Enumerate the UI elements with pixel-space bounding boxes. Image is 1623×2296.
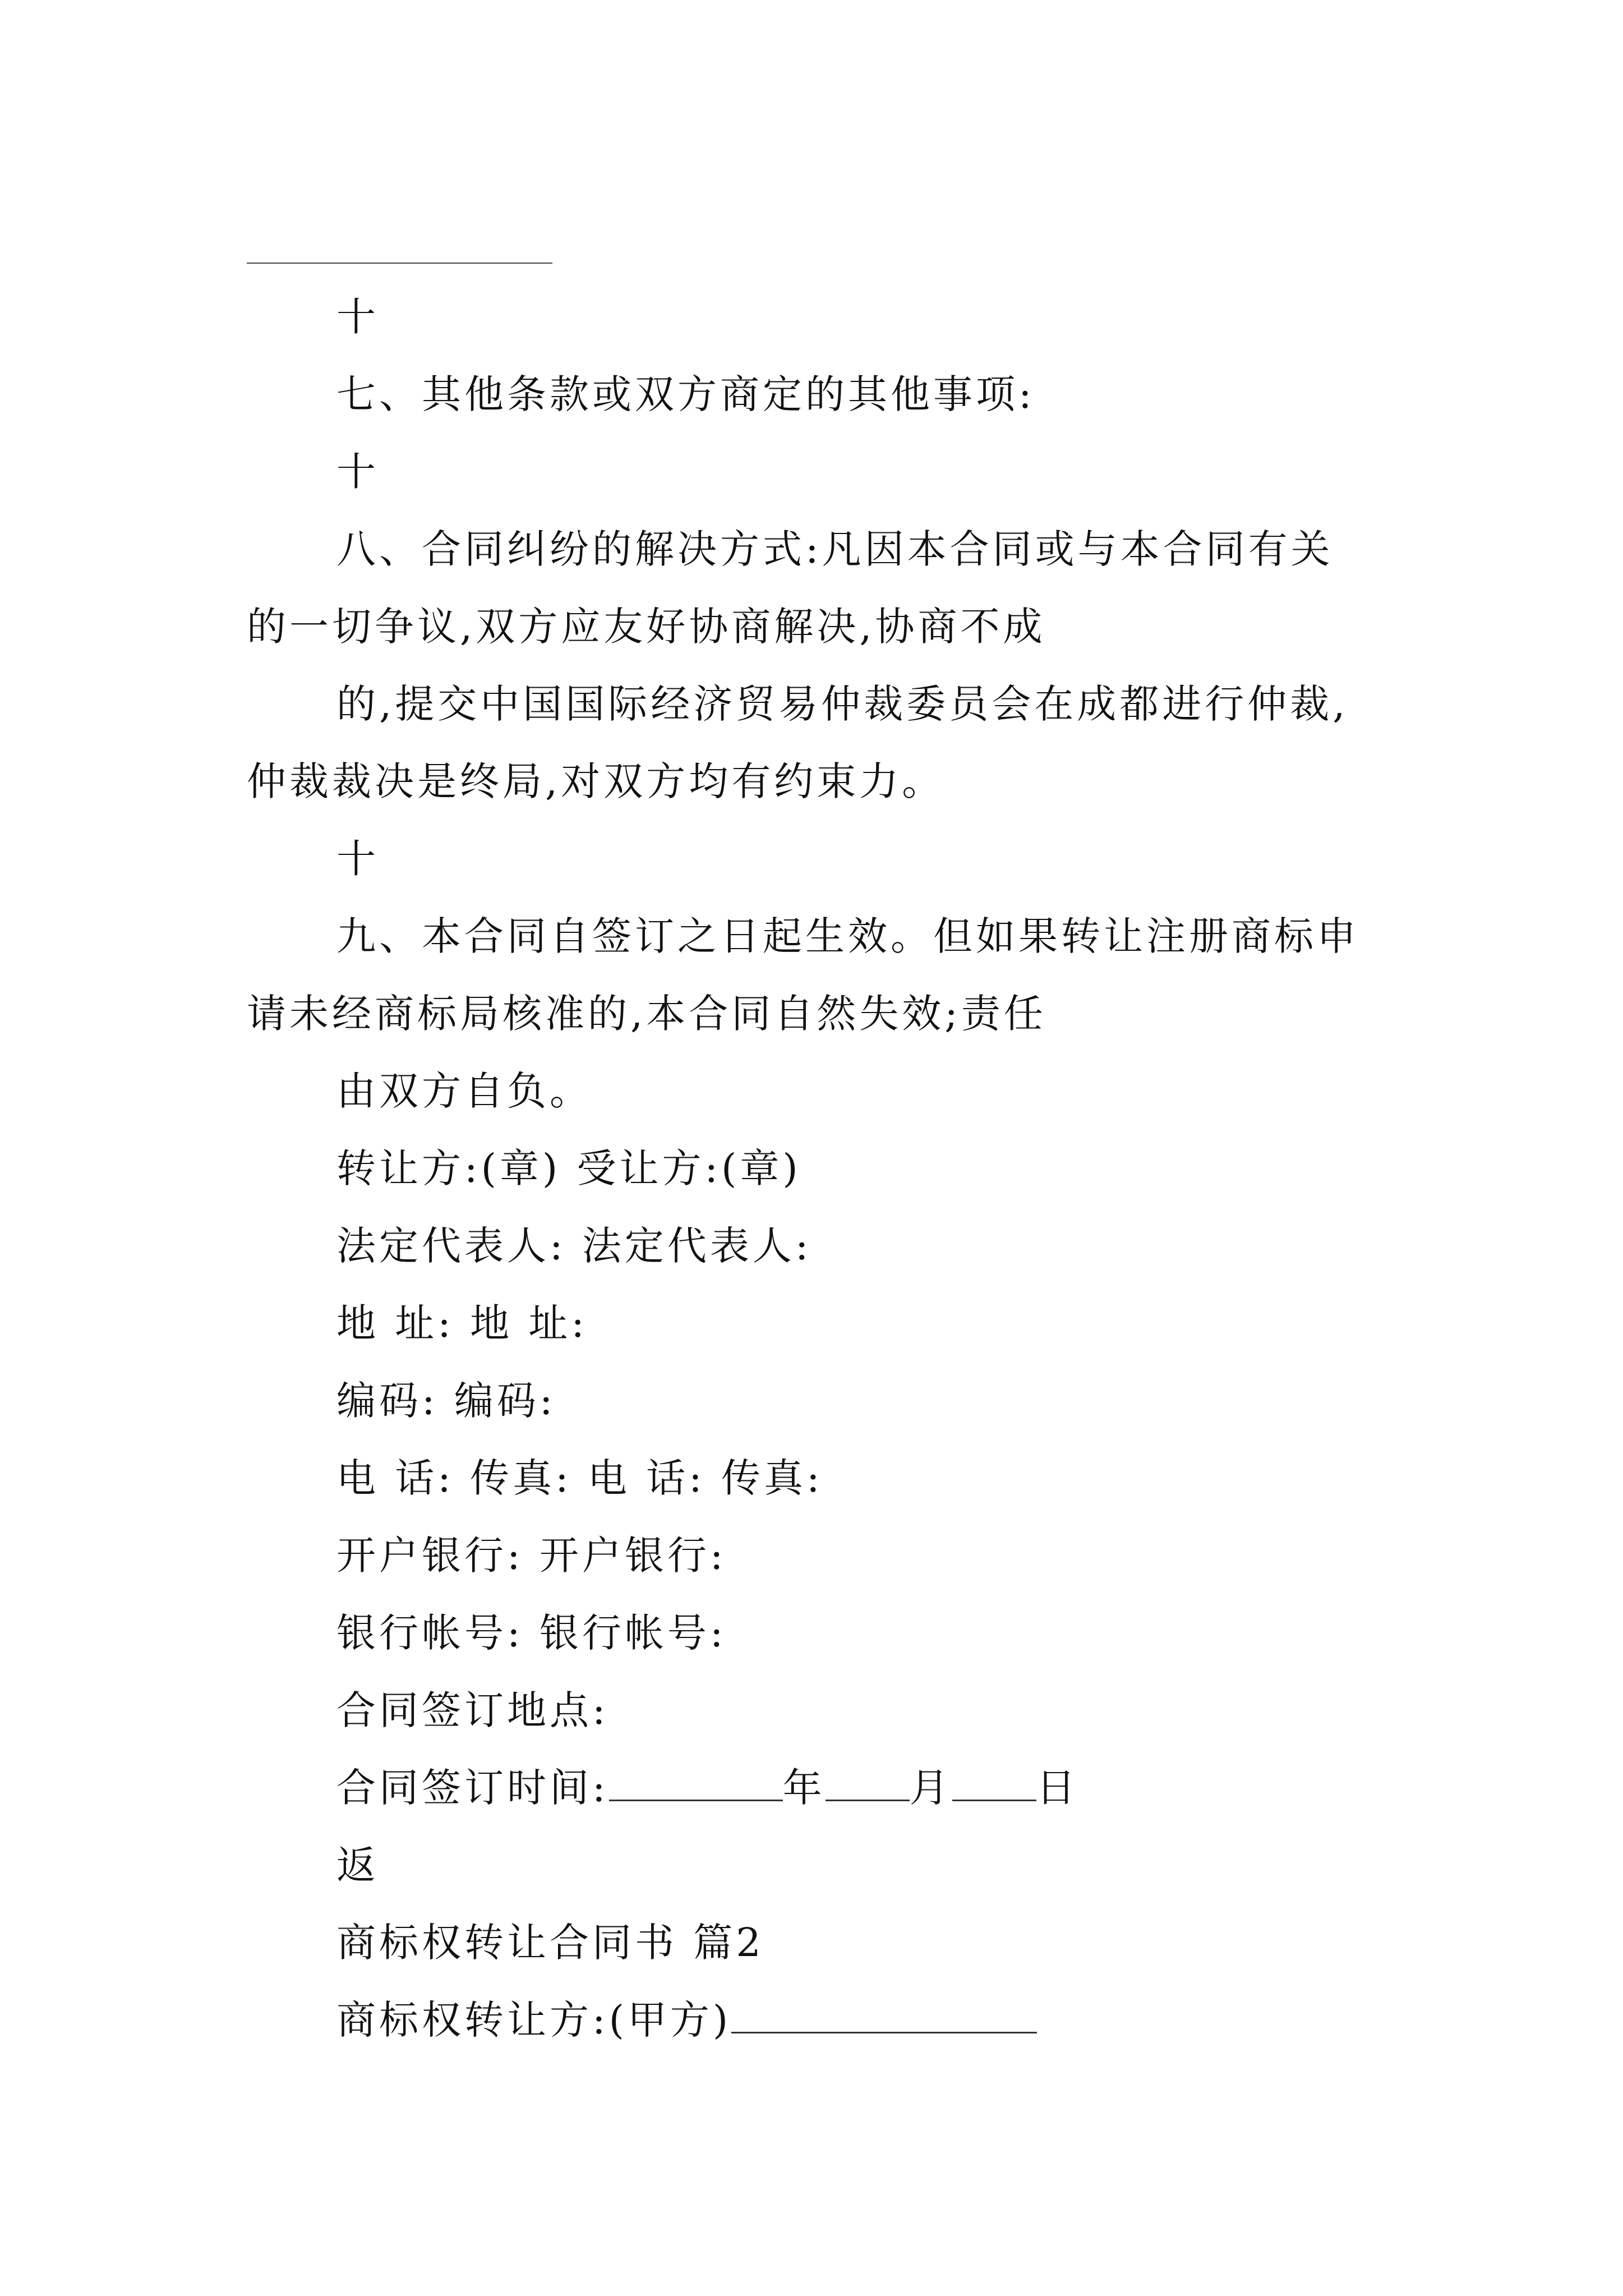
- clause-9-line-2: 请未经商标局核准的,本合同自然失效;责任: [247, 991, 1046, 1037]
- bank-account-line: 银行帐号: 银行帐号:: [336, 1610, 727, 1656]
- top-rule: [247, 263, 552, 264]
- signing-date-label: 合同签订时间:: [336, 1765, 609, 1811]
- clause-8-line-2: 的一切争议,双方应友好协商解决,协商不成: [247, 604, 1046, 650]
- clause-8-line-3: 的,提交中国国际经济贸易仲裁委员会在成都进行仲裁,: [336, 681, 1349, 727]
- legal-rep-line: 法定代表人: 法定代表人:: [336, 1223, 812, 1269]
- transferor-line: [336, 1995, 1037, 2045]
- phone-fax-line: 电 话: 传真: 电 话: 传真:: [336, 1455, 823, 1501]
- clause-marker: 十: [336, 294, 379, 340]
- section-2-title: 商标权转让合同书 篇2: [336, 1920, 764, 1966]
- clause-8-line-4: 仲裁裁决是终局,对双方均有约束力。: [247, 758, 945, 804]
- seal-line: 转让方:(章) 受让方:(章): [336, 1145, 801, 1191]
- transferor-label: 商标权转让方:(甲方): [336, 1997, 732, 2043]
- clause-marker: 十: [336, 836, 379, 882]
- return-text: 返: [336, 1842, 379, 1888]
- signing-place-line: 合同签订地点:: [336, 1687, 609, 1733]
- month-label: 月: [909, 1765, 952, 1811]
- clause-marker: 十: [336, 449, 379, 495]
- month-blank: [826, 1765, 910, 1801]
- clause-8-line-1: 八、合同纠纷的解决方式:凡因本合同或与本合同有关: [336, 526, 1334, 572]
- day-label: 日: [1036, 1765, 1079, 1811]
- transferor-blank: [731, 1997, 1037, 2033]
- address-line: 地 址: 地 址:: [336, 1300, 588, 1346]
- clause-7-heading: 七、其他条款或双方商定的其他事项:: [336, 371, 1035, 417]
- signing-date-line: [336, 1763, 1079, 1813]
- year-label: 年: [782, 1765, 826, 1811]
- postcode-line: 编码: 编码:: [336, 1378, 556, 1424]
- year-blank: [609, 1765, 783, 1801]
- clause-9-line-3: 由双方自负。: [336, 1068, 592, 1114]
- day-blank: [952, 1765, 1036, 1801]
- bank-line: 开户银行: 开户银行:: [336, 1533, 727, 1579]
- clause-9-line-1: 九、本合同自签订之日起生效。但如果转让注册商标申: [336, 913, 1359, 959]
